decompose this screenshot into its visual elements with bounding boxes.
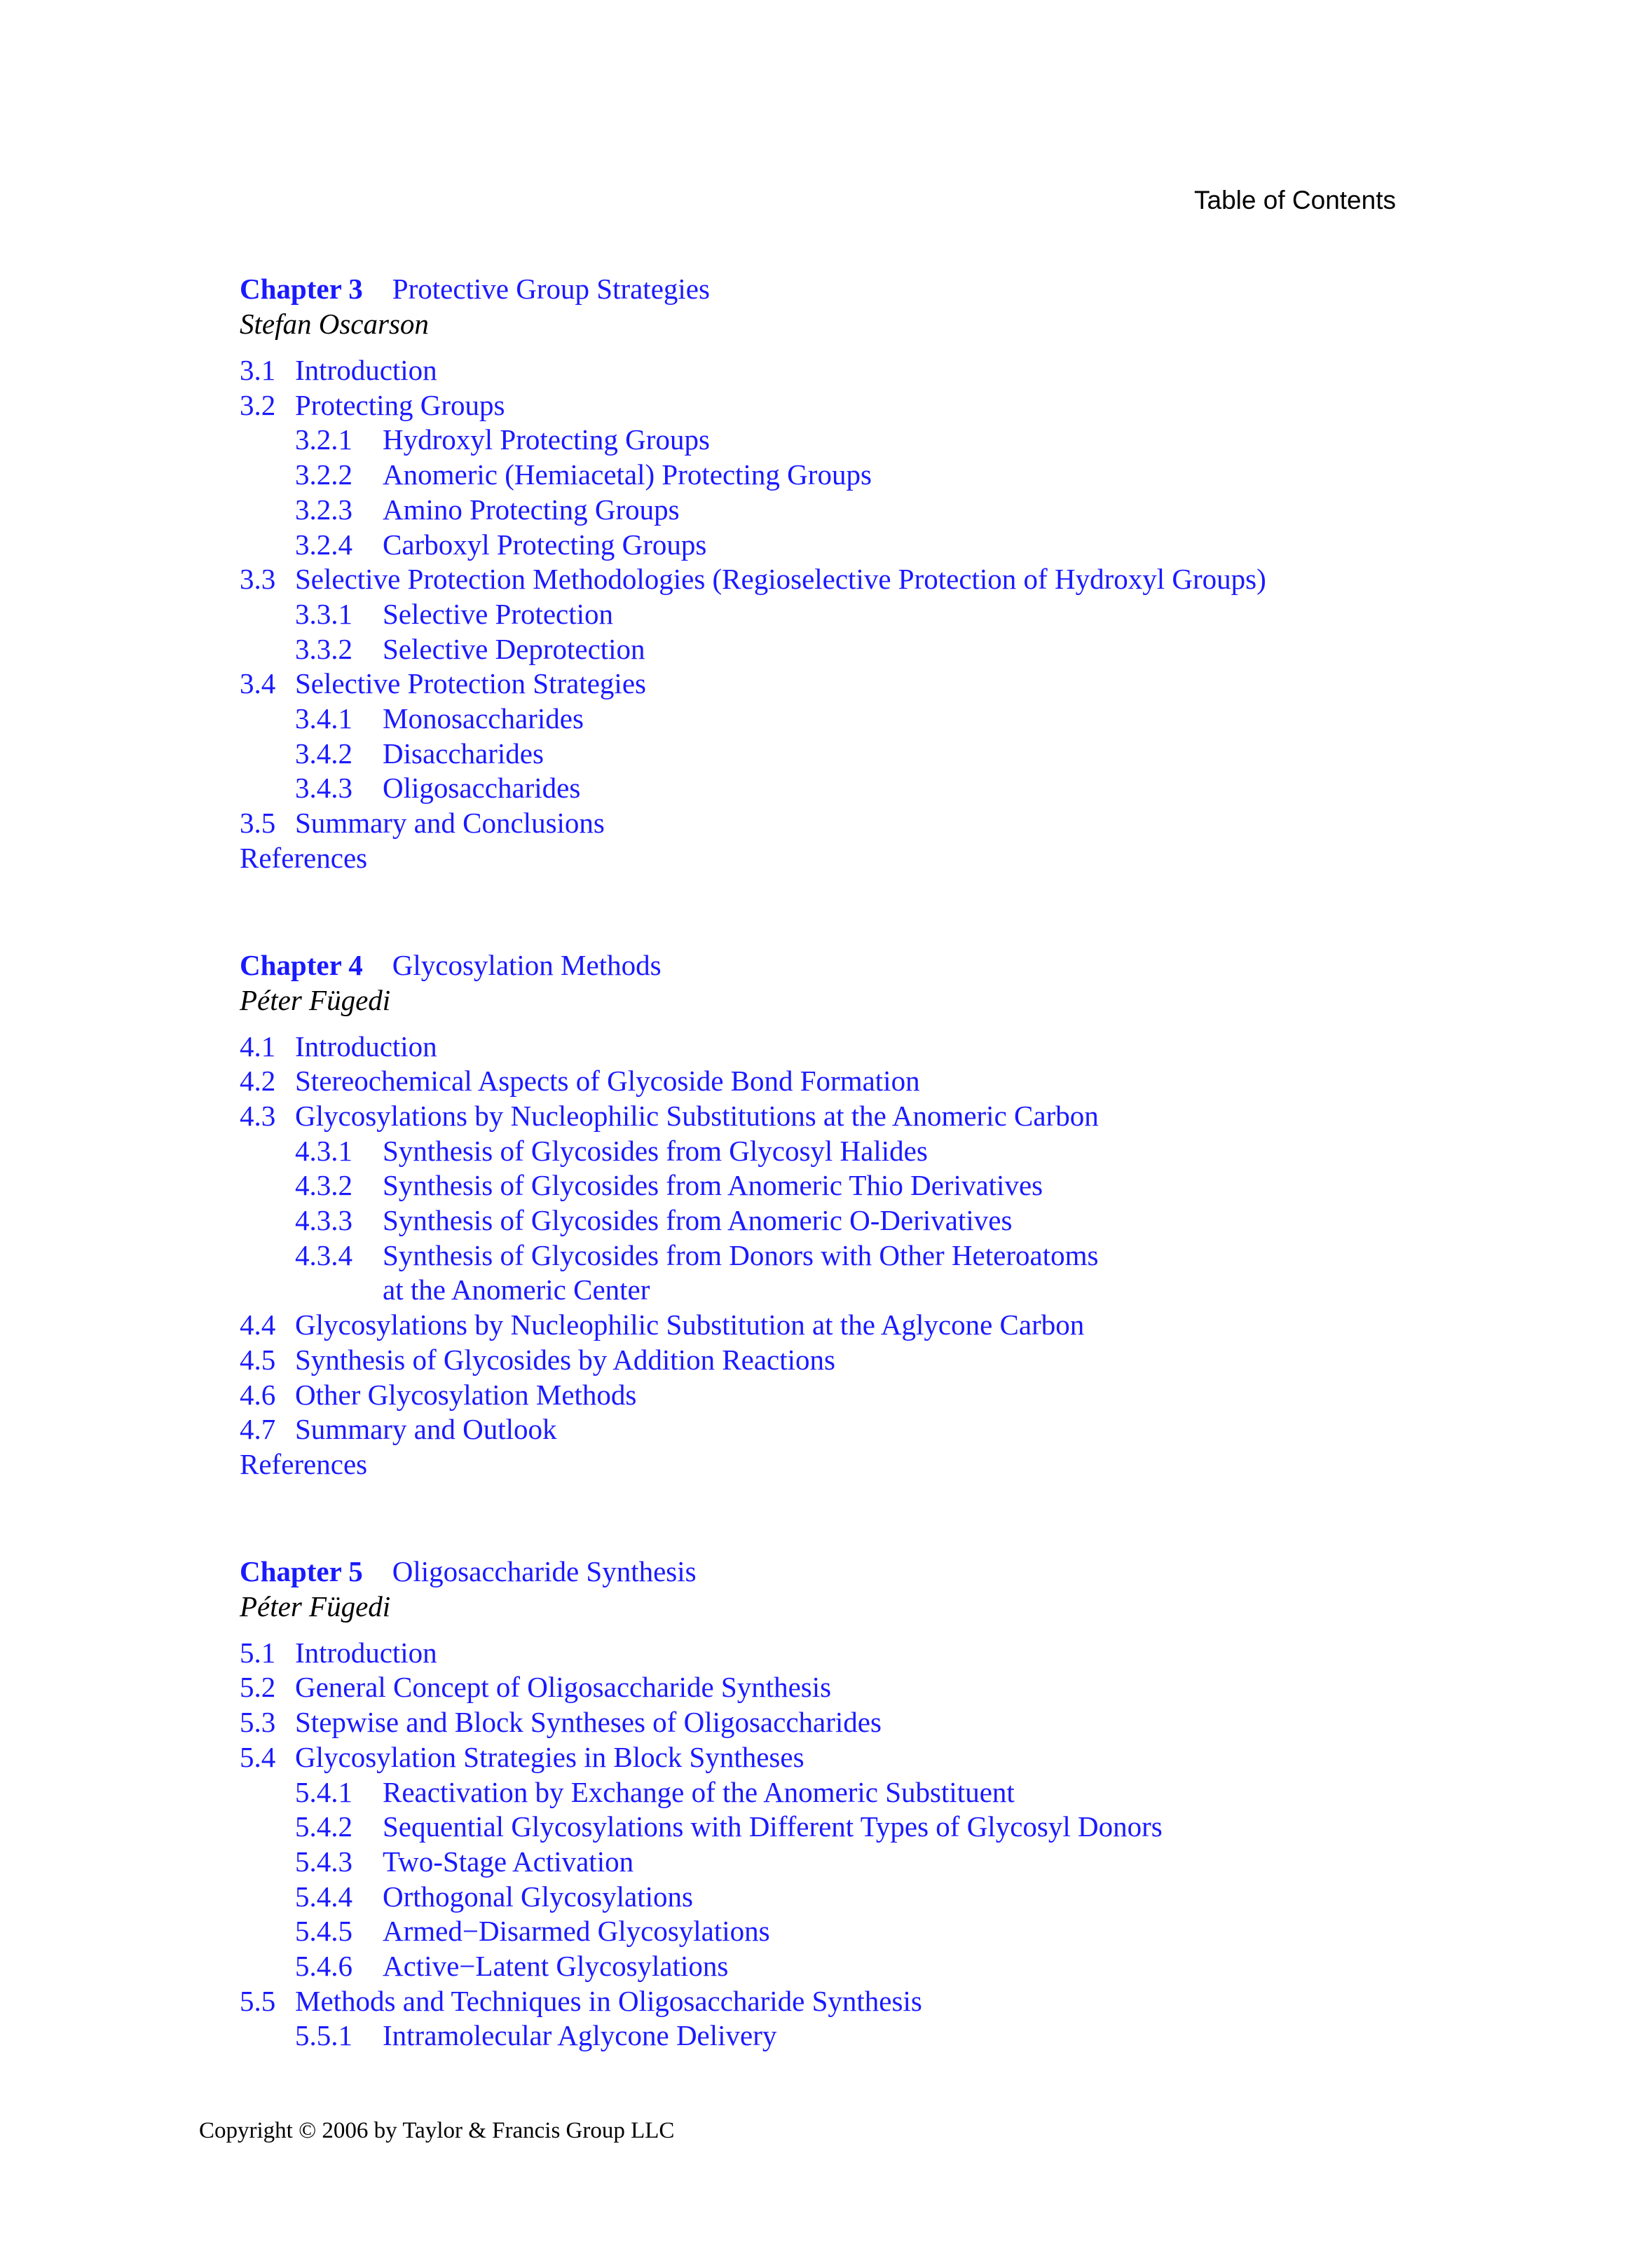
chapter-section — [240, 271, 1431, 876]
section-number: 5.1 — [240, 1636, 276, 1669]
section-title: Selective Deprotection — [383, 632, 645, 665]
section-title: Active−Latent Glycosylations — [383, 1950, 729, 1983]
section-title: Introduction — [295, 1030, 437, 1063]
toc-entry-link[interactable] — [240, 1378, 1431, 1413]
chapter-author: Stefan Oscarson — [240, 308, 429, 340]
section-number: 5.5 — [240, 1984, 276, 2017]
section-number: 3.3.1 — [295, 597, 352, 630]
chapter-number[interactable]: Chapter 4 — [240, 948, 363, 981]
toc-entry-link[interactable] — [240, 1740, 1431, 1775]
toc-entry-link[interactable] — [240, 1845, 1431, 1880]
toc-entry-link[interactable] — [240, 1636, 1431, 1671]
section-title: Selective Protection Strategies — [295, 667, 646, 700]
toc-entry-link[interactable] — [240, 1343, 1431, 1378]
chapter-heading[interactable] — [240, 1554, 1431, 1589]
toc-entry-link[interactable] — [240, 1670, 1431, 1705]
chapter-author: Péter Fügedi — [240, 983, 391, 1016]
toc-entry-link[interactable] — [240, 1308, 1431, 1343]
section-number: 5.4.1 — [295, 1775, 352, 1808]
section-title: Hydroxyl Protecting Groups — [383, 423, 710, 456]
section-number: 5.4.5 — [295, 1915, 352, 1948]
section-number: 4.2 — [240, 1065, 276, 1098]
section-title: Oligosaccharides — [383, 772, 581, 805]
section-title: Introduction — [295, 354, 437, 386]
section-title: Methods and Techniques in Oligosaccharide Synthesis — [295, 1984, 922, 2017]
toc-entry-link[interactable] — [240, 1168, 1431, 1203]
section-title: Anomeric (Hemiacetal) Protecting Groups — [383, 458, 872, 491]
section-title: Intramolecular Aglycone Delivery — [383, 2019, 777, 2052]
toc-entry-link[interactable] — [240, 458, 1431, 493]
section-title: Disaccharides — [383, 737, 544, 770]
toc-entry-link[interactable] — [240, 1705, 1431, 1740]
section-number: 5.4 — [240, 1740, 276, 1773]
section-title: References — [240, 841, 368, 874]
toc-entry-link[interactable] — [240, 1273, 1431, 1308]
section-title: Introduction — [295, 1636, 437, 1669]
section-title: Amino Protecting Groups — [383, 493, 680, 526]
section-title: Glycosylation Strategies in Block Syntheses — [295, 1740, 804, 1773]
toc-entry-link[interactable] — [240, 388, 1431, 423]
section-title: Selective Protection Methodologies (Regioselective Protection of Hydroxyl Groups) — [295, 563, 1266, 596]
section-number: 3.2 — [240, 388, 276, 421]
section-number: 3.3 — [240, 563, 276, 596]
chapter-section — [240, 948, 1431, 1482]
toc-entry-link[interactable] — [240, 1775, 1431, 1810]
toc-entry-link[interactable] — [240, 1984, 1431, 2019]
toc-entry-link[interactable] — [240, 597, 1431, 632]
section-number: 5.4.6 — [295, 1950, 352, 1983]
section-title: Carboxyl Protecting Groups — [383, 528, 707, 561]
chapter-title[interactable]: Protective Group Strategies — [392, 273, 710, 305]
toc-entry-link[interactable] — [240, 423, 1431, 458]
chapter-author: Péter Fügedi — [240, 1590, 391, 1623]
running-header: Table of Contents — [1194, 186, 1396, 214]
section-title: Glycosylations by Nucleophilic Substitution at the Aglycone Carbon — [295, 1309, 1085, 1341]
toc-entry-link[interactable] — [240, 806, 1431, 841]
section-number: 3.2.4 — [295, 528, 352, 561]
section-title: Sequential Glycosylations with Different Types of Glycosyl Donors — [383, 1810, 1163, 1843]
toc-entry-link[interactable] — [240, 562, 1431, 597]
section-title: Synthesis of Glycosides by Addition Reactions — [295, 1343, 835, 1376]
toc-entry-link[interactable] — [240, 737, 1431, 772]
section-title: References — [240, 1447, 368, 1480]
copyright-footer: Copyright © 2006 by Taylor & Francis Group LLC — [199, 2118, 675, 2143]
chapter-title[interactable]: Oligosaccharide Synthesis — [392, 1555, 697, 1587]
toc-entry-link[interactable] — [240, 1238, 1431, 1273]
toc-entry-link[interactable] — [240, 1064, 1431, 1099]
section-title: Summary and Outlook — [295, 1413, 557, 1446]
section-title: Protecting Groups — [295, 388, 505, 421]
section-number: 4.6 — [240, 1378, 276, 1411]
section-number: 4.7 — [240, 1413, 276, 1446]
toc-entry-link[interactable] — [240, 528, 1431, 563]
toc-entry-link[interactable] — [240, 1030, 1431, 1065]
references-link[interactable] — [240, 841, 1431, 876]
section-title: Two-Stage Activation — [383, 1845, 634, 1878]
section-title: Synthesis of Glycosides from Glycosyl Halides — [383, 1134, 928, 1167]
toc-entry-link[interactable] — [240, 771, 1431, 806]
toc-entry-link[interactable] — [240, 667, 1431, 702]
section-title: Stepwise and Block Syntheses of Oligosaccharides — [295, 1706, 882, 1739]
section-number: 5.4.4 — [295, 1880, 352, 1913]
section-number: 4.5 — [240, 1343, 276, 1376]
section-title: Summary and Conclusions — [295, 807, 605, 840]
toc-entry-link[interactable] — [240, 1412, 1431, 1447]
toc-entry-link[interactable] — [240, 2018, 1431, 2054]
section-number: 4.1 — [240, 1030, 276, 1063]
section-number: 3.4.3 — [295, 772, 352, 805]
section-title: Armed−Disarmed Glycosylations — [383, 1915, 770, 1948]
table-of-contents — [240, 271, 1431, 2125]
toc-entry-link[interactable] — [240, 1134, 1431, 1169]
section-number: 3.4 — [240, 667, 276, 700]
section-title: Reactivation by Exchange of the Anomeric Substituent — [383, 1775, 1015, 1808]
section-number: 3.1 — [240, 354, 276, 386]
chapter-number[interactable]: Chapter 5 — [240, 1555, 363, 1587]
chapter-number[interactable]: Chapter 3 — [240, 273, 363, 305]
section-number: 5.3 — [240, 1706, 276, 1739]
section-number: 3.4.1 — [295, 702, 352, 735]
section-number: 5.2 — [240, 1671, 276, 1704]
toc-entry-link[interactable] — [240, 1203, 1431, 1238]
section-number: 3.4.2 — [295, 737, 352, 770]
section-number: 4.3.2 — [295, 1169, 352, 1202]
section-title: Synthesis of Glycosides from Donors with Other Heteroatoms — [383, 1238, 1099, 1271]
section-title: Glycosylations by Nucleophilic Substitutions at the Anomeric Carbon — [295, 1099, 1099, 1132]
toc-entry-link[interactable] — [240, 632, 1431, 667]
toc-entry-link[interactable] — [240, 353, 1431, 388]
section-number: 4.3.3 — [295, 1204, 352, 1237]
section-number: 3.3.2 — [295, 632, 352, 665]
section-title: General Concept of Oligosaccharide Synthesis — [295, 1671, 832, 1704]
toc-entry-link[interactable] — [240, 1914, 1431, 1949]
section-title: Synthesis of Glycosides from Anomeric Thio Derivatives — [383, 1169, 1043, 1202]
section-number: 3.2.1 — [295, 423, 352, 456]
section-number: 3.2.3 — [295, 493, 352, 526]
section-number: 4.3.4 — [295, 1238, 352, 1271]
section-title: Monosaccharides — [383, 702, 584, 735]
chapter-title[interactable]: Glycosylation Methods — [392, 948, 662, 981]
toc-entry-link[interactable] — [240, 702, 1431, 737]
references-link[interactable] — [240, 1447, 1431, 1482]
section-title: Orthogonal Glycosylations — [383, 1880, 693, 1913]
section-number: 4.3 — [240, 1099, 276, 1132]
section-number: 4.3.1 — [295, 1134, 352, 1167]
section-number: 5.4.2 — [295, 1810, 352, 1843]
toc-entry-link[interactable] — [240, 1949, 1431, 1984]
section-number: 5.5.1 — [295, 2019, 352, 2052]
section-number: 5.4.3 — [295, 1845, 352, 1878]
section-title: at the Anomeric Center — [383, 1273, 650, 1306]
toc-entry-link[interactable] — [240, 1099, 1431, 1134]
toc-entry-link[interactable] — [240, 493, 1431, 528]
chapter-heading[interactable] — [240, 948, 1431, 983]
section-title: Other Glycosylation Methods — [295, 1378, 637, 1411]
section-number: 3.2.2 — [295, 458, 352, 491]
toc-entry-link[interactable] — [240, 1810, 1431, 1845]
section-title: Selective Protection — [383, 597, 614, 630]
section-title: Stereochemical Aspects of Glycoside Bond Formation — [295, 1065, 920, 1098]
toc-entry-link[interactable] — [240, 1880, 1431, 1915]
section-title: Synthesis of Glycosides from Anomeric O-Derivatives — [383, 1204, 1013, 1237]
chapter-heading[interactable] — [240, 271, 1431, 306]
section-number: 3.5 — [240, 807, 276, 840]
chapter-section — [240, 1554, 1431, 2054]
section-number: 4.4 — [240, 1309, 276, 1341]
